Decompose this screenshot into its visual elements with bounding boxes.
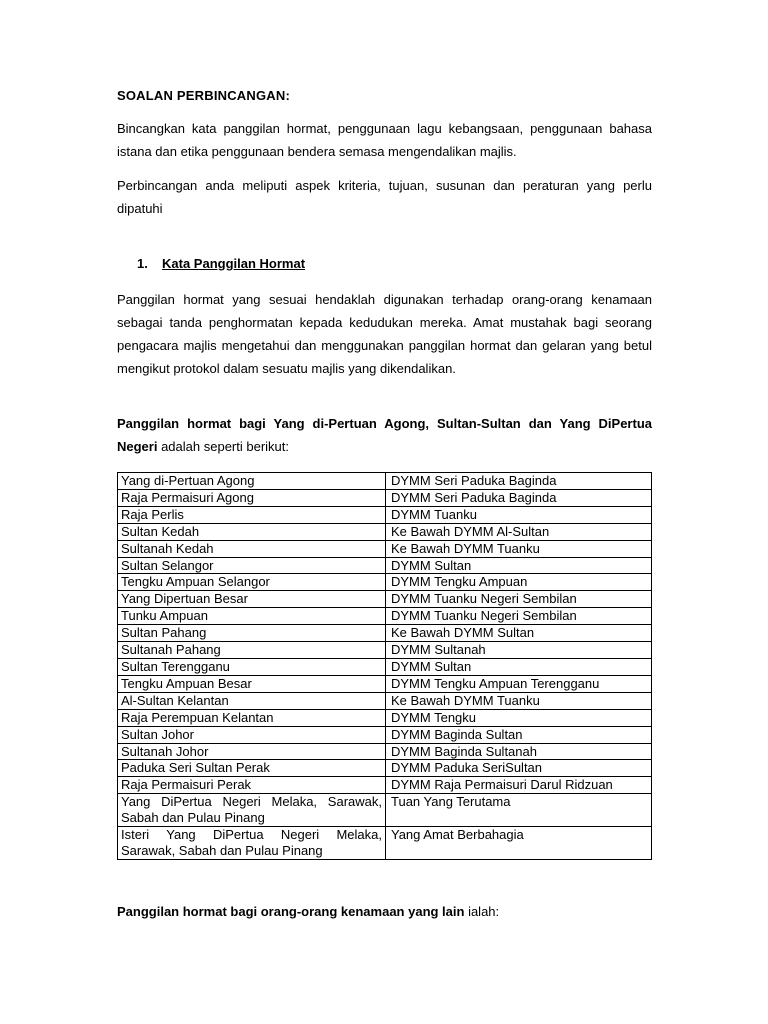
table-row xyxy=(118,709,652,726)
royal-title-cell: Raja Perlis xyxy=(118,506,386,523)
address-form-cell: DYMM Baginda Sultan xyxy=(386,726,652,743)
royal-title-cell: Yang di-Pertuan Agong xyxy=(118,473,386,490)
royal-title-cell: Sultanah Pahang xyxy=(118,642,386,659)
table-row xyxy=(118,506,652,523)
royal-title-cell: Sultan Terengganu xyxy=(118,658,386,675)
section-title xyxy=(137,256,305,271)
section-paragraph: Panggilan hormat yang sesuai hendaklah digunakan terhadap orang-orang kenamaan sebagai tanda penghormatan kepada kedudukan mereka. Amat mustahak bagi seorang pengacara majlis mengetahui dan menggunakan panggilan hormat dan gelaran yang betul mengikut protokol dalam sesuatu majlis yang dikendalikan. xyxy=(117,292,652,376)
address-form-cell: Tuan Yang Terutama xyxy=(386,794,652,827)
royal-title-cell: Sultanah Kedah xyxy=(118,540,386,557)
royal-title-cell: Raja Permaisuri Perak xyxy=(118,777,386,794)
address-form-cell: DYMM Tuanku xyxy=(386,506,652,523)
table-row xyxy=(118,794,652,827)
intro-paragraph-2: Perbincangan anda meliputi aspek kriteria, tujuan, susunan dan peraturan yang perlu dipatuhi xyxy=(117,178,652,216)
royal-title-cell: Tunku Ampuan xyxy=(118,608,386,625)
royal-title-cell: Yang DiPertua Negeri Melaka, Sarawak, Sabah dan Pulau Pinang xyxy=(118,794,386,827)
royal-title-cell: Paduka Seri Sultan Perak xyxy=(118,760,386,777)
table-row xyxy=(118,777,652,794)
table-row xyxy=(118,523,652,540)
address-form-cell: DYMM Tuanku Negeri Sembilan xyxy=(386,591,652,608)
address-form-cell: DYMM Paduka SeriSultan xyxy=(386,760,652,777)
address-form-cell: DYMM Tengku xyxy=(386,709,652,726)
address-form-cell: DYMM Tuanku Negeri Sembilan xyxy=(386,608,652,625)
table-row xyxy=(118,726,652,743)
closing-rest: ialah: xyxy=(464,904,500,919)
table-row xyxy=(118,675,652,692)
closing-paragraph xyxy=(117,904,499,919)
address-form-cell: Ke Bawah DYMM Al-Sultan xyxy=(386,523,652,540)
honorific-table xyxy=(117,472,652,860)
table-row xyxy=(118,692,652,709)
address-form-cell: Yang Amat Berbahagia xyxy=(386,827,652,860)
table-intro xyxy=(117,412,652,458)
address-form-cell: DYMM Raja Permaisuri Darul Ridzuan xyxy=(386,777,652,794)
royal-title-cell: Tengku Ampuan Selangor xyxy=(118,574,386,591)
table-row xyxy=(118,591,652,608)
table-row xyxy=(118,540,652,557)
address-form-cell: DYMM Sultan xyxy=(386,658,652,675)
royal-title-cell: Sultan Selangor xyxy=(118,557,386,574)
royal-title-cell: Tengku Ampuan Besar xyxy=(118,675,386,692)
address-form-cell: Ke Bawah DYMM Tuanku xyxy=(386,540,652,557)
table-row xyxy=(118,625,652,642)
table-intro-rest: adalah seperti berikut: xyxy=(157,439,289,454)
honorific-table-body xyxy=(118,473,652,860)
table-row xyxy=(118,608,652,625)
table-row xyxy=(118,658,652,675)
royal-title-cell: Al-Sultan Kelantan xyxy=(118,692,386,709)
address-form-cell: DYMM Seri Paduka Baginda xyxy=(386,489,652,506)
intro-paragraph-1: Bincangkan kata panggilan hormat, penggunaan lagu kebangsaan, penggunaan bahasa istana dan etika penggunaan bendera semasa mengendalikan majlis. xyxy=(117,121,652,159)
address-form-cell: DYMM Sultan xyxy=(386,557,652,574)
closing-bold: Panggilan hormat bagi orang-orang kenamaan yang lain xyxy=(117,904,465,919)
table-row xyxy=(118,743,652,760)
royal-title-cell: Raja Permaisuri Agong xyxy=(118,489,386,506)
table-row xyxy=(118,827,652,860)
table-row xyxy=(118,574,652,591)
royal-title-cell: Sultan Kedah xyxy=(118,523,386,540)
table-row xyxy=(118,489,652,506)
table-row xyxy=(118,760,652,777)
royal-title-cell: Yang Dipertuan Besar xyxy=(118,591,386,608)
document-heading: SOALAN PERBINCANGAN: xyxy=(117,88,290,103)
table-row xyxy=(118,642,652,659)
table-intro-bold: Panggilan hormat bagi Yang di-Pertuan Agong, Sultan-Sultan dan Yang DiPertua Negeri xyxy=(117,416,652,454)
royal-title-cell: Raja Perempuan Kelantan xyxy=(118,709,386,726)
royal-title-cell: Sultanah Johor xyxy=(118,743,386,760)
royal-title-cell: Sultan Pahang xyxy=(118,625,386,642)
address-form-cell: DYMM Tengku Ampuan xyxy=(386,574,652,591)
table-row xyxy=(118,557,652,574)
address-form-cell: DYMM Tengku Ampuan Terengganu xyxy=(386,675,652,692)
royal-title-cell: Sultan Johor xyxy=(118,726,386,743)
address-form-cell: DYMM Baginda Sultanah xyxy=(386,743,652,760)
address-form-cell: Ke Bawah DYMM Sultan xyxy=(386,625,652,642)
address-form-cell: Ke Bawah DYMM Tuanku xyxy=(386,692,652,709)
section-number: 1. xyxy=(137,256,148,271)
section-title-text: Kata Panggilan Hormat xyxy=(162,256,306,271)
table-row xyxy=(118,473,652,490)
address-form-cell: DYMM Seri Paduka Baginda xyxy=(386,473,652,490)
address-form-cell: DYMM Sultanah xyxy=(386,642,652,659)
royal-title-cell: Isteri Yang DiPertua Negeri Melaka, Sarawak, Sabah dan Pulau Pinang xyxy=(118,827,386,860)
